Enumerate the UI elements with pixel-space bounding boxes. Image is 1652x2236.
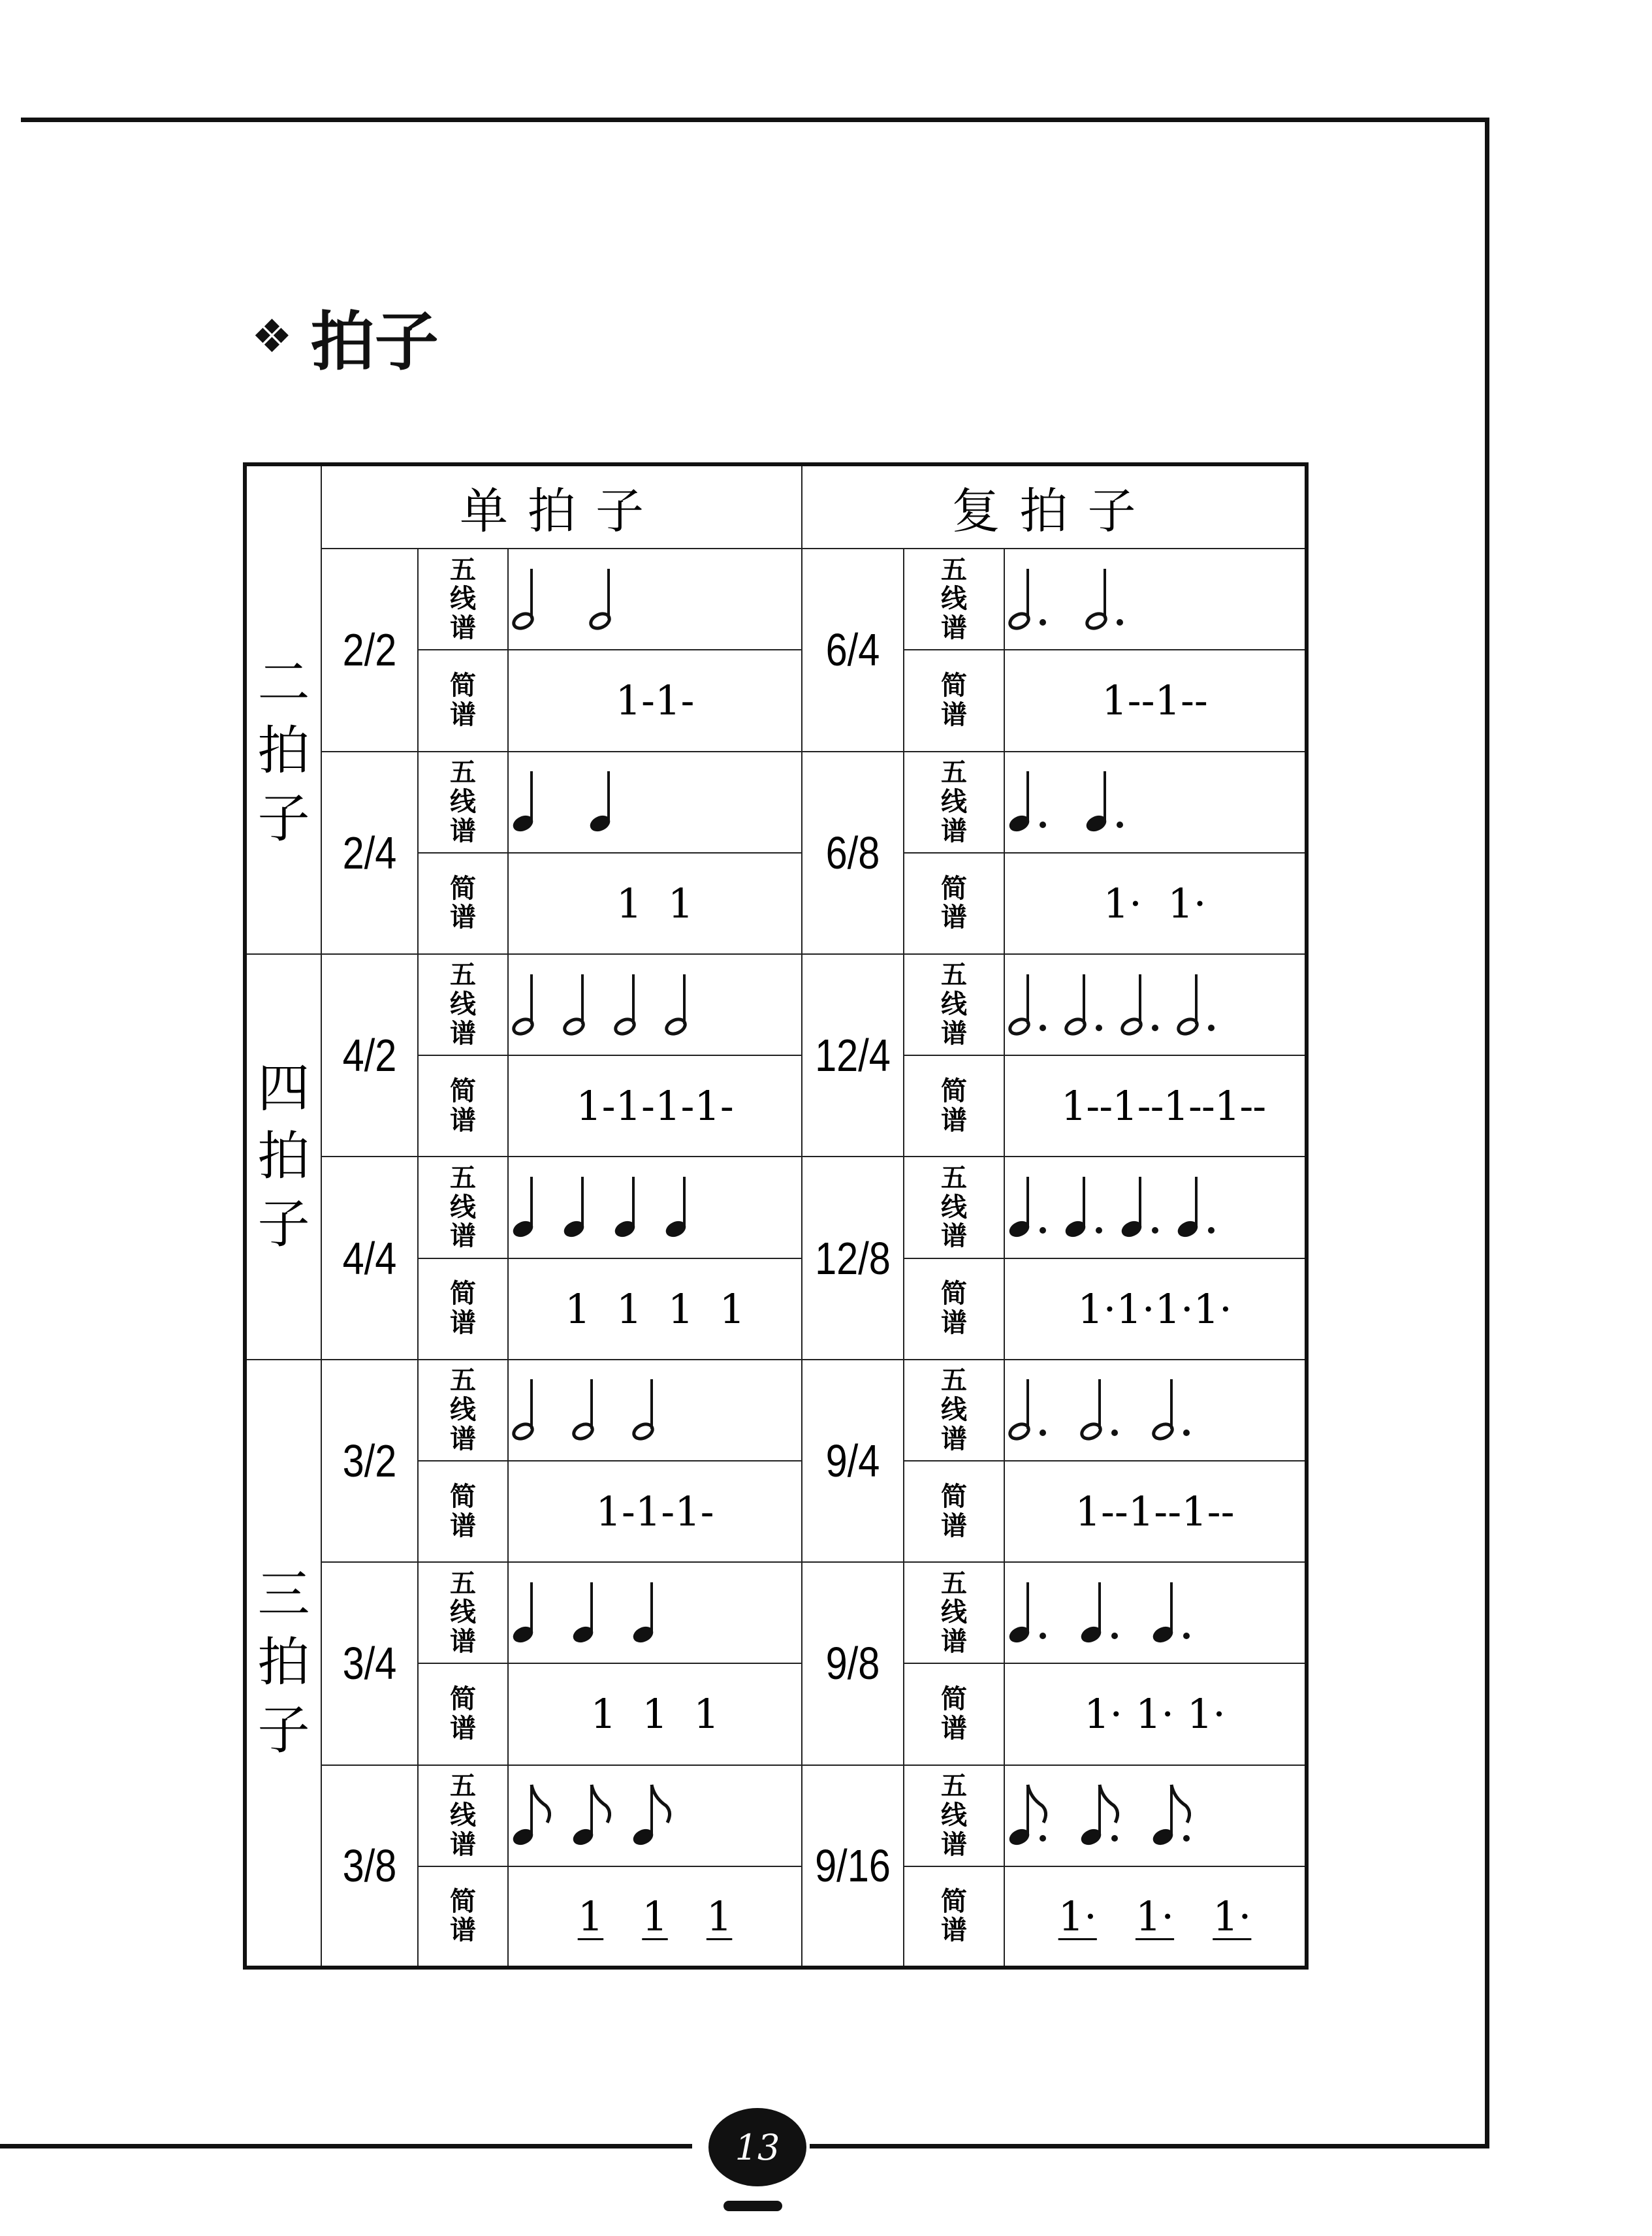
staff-label-char: 五 [450,1366,476,1396]
section-title-text: 拍子 [310,304,439,379]
staff-label-char: 谱 [450,816,476,846]
staff-label-char: 谱 [941,816,968,846]
half-note-icon [511,1379,535,1441]
eighth-note-icon [1008,1785,1046,1847]
half-note-icon [588,569,612,631]
staff-notation [508,1765,802,1866]
staff-label-char: 五 [941,1366,968,1396]
jianpu-notation [1004,853,1307,954]
staff-notes [1005,766,1266,838]
jianpu-label [904,1258,1004,1360]
quarter-note-icon [613,1177,637,1239]
beat-group-label [245,954,321,1360]
jianpu-notation [1004,1055,1307,1157]
page-number-badge [708,2108,806,2186]
staff-label [418,1765,508,1866]
staff-label-char: 谱 [450,1424,476,1454]
half-note-icon [571,1379,595,1441]
quarter-note-icon [1008,1582,1046,1644]
staff-label [418,1157,508,1258]
jianpu-label [418,1258,508,1360]
staff-label [904,1765,1004,1866]
jianpu-notation [508,1866,802,1968]
staff-notes [509,1780,770,1851]
quarter-note-icon [588,771,612,833]
staff-notes [1005,1172,1266,1243]
page-number-ornament [723,2201,782,2211]
staff-label-char: 五 [450,1162,476,1193]
jianpu-label [418,853,508,954]
staff-notation [1004,549,1307,650]
staff-label-char: 五 [450,1770,476,1801]
time-signature: 9/16 [810,1765,897,1968]
staff-label [418,549,508,650]
staff-label-char: 线 [941,1394,968,1425]
staff-notation [508,549,802,650]
jianpu-notation [508,1461,802,1562]
beat-group-char: 拍 [257,1126,310,1187]
jianpu-notation [508,1055,802,1157]
jianpu-notation [508,1663,802,1765]
staff-notes [1005,1780,1266,1851]
jianpu-label-char: 谱 [941,699,968,730]
jianpu-label-char: 简 [450,671,476,701]
staff-label-char: 谱 [941,1829,968,1860]
quarter-note-icon [511,1582,535,1644]
time-signature: 3/2 [328,1360,411,1562]
staff-label-char: 线 [941,1597,968,1628]
staff-label-char: 谱 [450,1018,476,1049]
quarter-note-icon [1176,1177,1215,1239]
half-note-icon [511,569,535,631]
quarter-note-icon [1120,1177,1158,1239]
time-signature: 2/2 [328,549,411,751]
jianpu-digit: 1 [577,1892,604,1940]
jianpu-label-char: 谱 [450,1510,476,1541]
jianpu-label-char: 简 [450,1076,476,1106]
quarter-note-icon [631,1582,655,1644]
beat-group-char: 拍 [257,720,310,782]
beat-group-char: 二 [257,652,310,714]
jianpu-label-char: 简 [450,1684,476,1715]
beat-group-char: 子 [257,1194,310,1255]
jianpu-label [418,1663,508,1765]
half-note-icon [1120,974,1158,1036]
staff-notation [1004,1157,1307,1258]
jianpu-label-char: 谱 [941,1510,968,1541]
staff-notes [1005,969,1266,1041]
staff-label-char: 五 [941,1162,968,1193]
jianpu-text: 1--1--1--1-- [1060,1082,1266,1130]
beat-group-char: 四 [257,1058,310,1119]
staff-label-char: 线 [450,1597,476,1628]
time-signature: 12/8 [810,1157,897,1359]
quarter-note-icon [511,1177,535,1239]
jianpu-label [904,1055,1004,1157]
quarter-note-icon [562,1177,586,1239]
time-signature: 6/8 [810,752,897,954]
jianpu-label-char: 简 [941,1886,968,1917]
staff-label [904,752,1004,853]
jianpu-label [904,1663,1004,1765]
staff-label-char: 五 [941,1568,968,1599]
staff-label-char: 五 [941,554,968,585]
section-title [251,297,439,379]
half-note-icon [613,974,637,1036]
jianpu-digit: 1 [706,1892,733,1940]
jianpu-label-char: 简 [450,873,476,904]
time-signature: 6/4 [810,549,897,751]
jianpu-text: 1-1- [615,677,695,725]
jianpu-text: 1 1 1 [590,1690,720,1738]
jianpu-notation [1004,1461,1307,1562]
jianpu-text: 1-1-1- [596,1488,714,1536]
half-note-icon [511,974,535,1036]
staff-label [418,1360,508,1461]
staff-notation [1004,954,1307,1055]
quarter-note-icon [1085,771,1123,833]
jianpu-text: 1· 1· 1· [1084,1690,1226,1738]
compound-meter-header: 复拍子 [802,464,1307,549]
frame-bottom-rule-right [810,2144,1489,2148]
jianpu-label-char: 简 [941,873,968,904]
eighth-note-icon [1151,1785,1190,1847]
staff-notes [509,969,770,1041]
quarter-note-icon [1064,1177,1102,1239]
staff-label-char: 线 [450,989,476,1020]
jianpu-label [904,853,1004,954]
staff-label-char: 五 [450,960,476,991]
staff-label-char: 谱 [941,1018,968,1049]
half-note-icon [1151,1379,1190,1441]
jianpu-label-char: 谱 [941,1105,968,1136]
jianpu-label [418,1055,508,1157]
jianpu-label [418,1866,508,1968]
time-signature: 12/4 [810,954,897,1157]
half-note-icon [1085,569,1123,631]
jianpu-notation [1004,1258,1307,1360]
staff-notation [508,752,802,853]
half-note-icon [562,974,586,1036]
jianpu-text: 1--1-- [1102,677,1208,725]
beat-group-char: 拍 [257,1632,310,1693]
staff-label [904,954,1004,1055]
page-number: 13 [735,2126,780,2168]
jianpu-label-char: 简 [941,1684,968,1715]
jianpu-text: 1 1 1 1 [564,1285,746,1333]
beat-group-char: 子 [257,1700,310,1761]
jianpu-text: 1· 1· [1103,879,1207,927]
staff-label-char: 谱 [450,613,476,644]
staff-label [418,1562,508,1663]
staff-label-char: 线 [450,1394,476,1425]
frame-bottom-rule-left [0,2144,692,2148]
corner-cell [245,464,321,549]
jianpu-digit: 1· [1058,1892,1097,1940]
jianpu-notation [508,1258,802,1360]
meter-table [243,462,1309,1970]
beat-group-char: 三 [257,1564,310,1625]
jianpu-label-char: 简 [450,1279,476,1309]
staff-label-char: 谱 [941,1424,968,1454]
staff-notation [1004,752,1307,853]
eighth-note-icon [571,1785,609,1847]
eighth-note-icon [1079,1785,1118,1847]
staff-label-char: 线 [450,786,476,817]
jianpu-label-char: 谱 [941,1308,968,1339]
staff-notation [1004,1360,1307,1461]
staff-label [418,752,508,853]
half-note-icon [1008,569,1046,631]
half-note-icon [1079,1379,1118,1441]
half-note-icon [631,1379,655,1441]
half-note-icon [664,974,688,1036]
staff-label [904,549,1004,650]
staff-notation [508,1157,802,1258]
staff-label-char: 谱 [450,1221,476,1252]
beat-group-char: 子 [257,788,310,850]
jianpu-label-char: 简 [450,1886,476,1917]
beat-group-label [245,1360,321,1968]
jianpu-label-char: 谱 [450,699,476,730]
half-note-icon [1176,974,1215,1036]
staff-label [904,1157,1004,1258]
staff-notes [509,1577,770,1649]
staff-label-char: 五 [941,757,968,788]
jianpu-label-char: 简 [941,1481,968,1512]
jianpu-label-char: 谱 [941,1713,968,1744]
jianpu-label-char: 谱 [450,1915,476,1946]
staff-label-char: 谱 [450,1829,476,1860]
jianpu-label-char: 谱 [450,1105,476,1136]
jianpu-label [418,1461,508,1562]
time-signature: 4/4 [328,1157,411,1359]
staff-notes [1005,1374,1266,1446]
jianpu-digit: 1· [1213,1892,1252,1940]
time-signature: 2/4 [328,752,411,954]
staff-notation [1004,1765,1307,1866]
eighth-note-icon [511,1785,549,1847]
diamond-ornament-icon: ❖ [251,310,293,363]
staff-notes [509,1172,770,1243]
eighth-note-icon [631,1785,669,1847]
staff-label-char: 线 [941,584,968,615]
jianpu-label-char: 谱 [941,902,968,933]
staff-label [904,1360,1004,1461]
jianpu-label-char: 谱 [450,1308,476,1339]
staff-label-char: 线 [941,786,968,817]
staff-label-char: 谱 [941,1627,968,1657]
staff-label-char: 线 [941,1192,968,1222]
jianpu-label-char: 谱 [941,1915,968,1946]
jianpu-notation [1004,1866,1307,1968]
jianpu-label-char: 谱 [450,1713,476,1744]
staff-label-char: 五 [941,960,968,991]
jianpu-text: 1--1--1-- [1075,1488,1235,1536]
jianpu-label [904,1461,1004,1562]
jianpu-label-char: 简 [450,1481,476,1512]
jianpu-label-char: 简 [941,1076,968,1106]
staff-label-char: 五 [941,1770,968,1801]
staff-notation [508,1562,802,1663]
jianpu-label [904,1866,1004,1968]
staff-label-char: 五 [450,554,476,585]
staff-notes [509,1374,770,1446]
frame-top-rule [21,118,1489,122]
quarter-note-icon [1079,1582,1118,1644]
staff-label-char: 谱 [941,1221,968,1252]
half-note-icon [1064,974,1102,1036]
staff-label-char: 线 [450,584,476,615]
quarter-note-icon [664,1177,688,1239]
staff-notation [1004,1562,1307,1663]
staff-label-char: 五 [450,757,476,788]
time-signature: 3/8 [328,1765,411,1968]
quarter-note-icon [511,771,535,833]
jianpu-notation [1004,1663,1307,1765]
jianpu-digit: 1· [1135,1892,1175,1940]
staff-notes [509,766,770,838]
staff-notes [1005,1577,1266,1649]
jianpu-label-char: 简 [941,671,968,701]
jianpu-label [418,650,508,751]
frame-right-rule [1485,118,1489,2147]
staff-label-char: 谱 [450,1627,476,1657]
time-signature: 4/2 [328,954,411,1157]
time-signature: 9/4 [810,1360,897,1562]
staff-label [418,954,508,1055]
staff-label-char: 线 [941,1800,968,1830]
jianpu-notation [1004,650,1307,751]
half-note-icon [1008,974,1046,1036]
quarter-note-icon [1008,1177,1046,1239]
jianpu-text: 1-1-1-1- [576,1082,734,1130]
staff-label [904,1562,1004,1663]
half-note-icon [1008,1379,1046,1441]
simple-meter-header: 单拍子 [321,464,802,549]
jianpu-label-char: 谱 [450,902,476,933]
quarter-note-icon [571,1582,595,1644]
beat-group-label [245,549,321,954]
jianpu-text: 1·1·1·1· [1077,1285,1232,1333]
staff-notation [508,954,802,1055]
time-signature: 9/8 [810,1562,897,1765]
jianpu-notation [508,650,802,751]
staff-notation [508,1360,802,1461]
staff-label-char: 线 [450,1192,476,1222]
quarter-note-icon [1151,1582,1190,1644]
jianpu-notation [508,853,802,954]
jianpu-label-char: 简 [941,1279,968,1309]
staff-notes [509,564,770,635]
staff-notes [1005,564,1266,635]
quarter-note-icon [1008,771,1046,833]
staff-label-char: 五 [450,1568,476,1599]
staff-label-char: 线 [450,1800,476,1830]
jianpu-label [904,650,1004,751]
staff-label-char: 线 [941,989,968,1020]
jianpu-text: 1 1 [616,879,694,927]
time-signature: 3/4 [328,1562,411,1765]
staff-label-char: 谱 [941,613,968,644]
jianpu-digit: 1 [642,1892,668,1940]
